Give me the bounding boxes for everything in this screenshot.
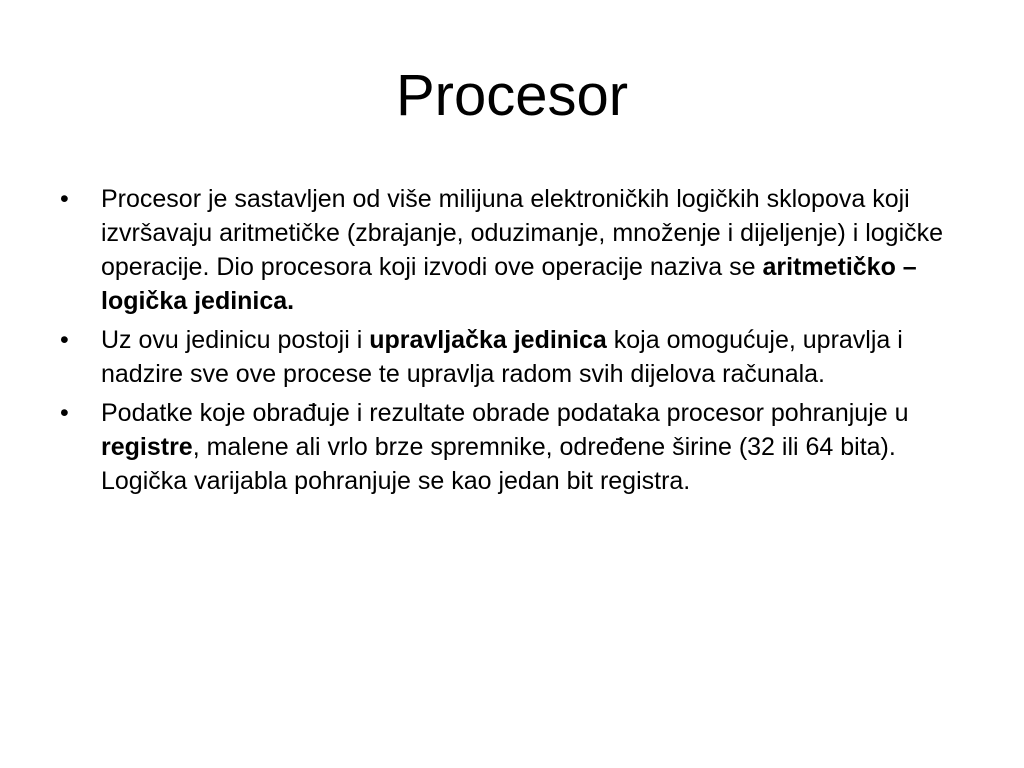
bullet-mark: • bbox=[60, 326, 69, 354]
bullet-item-arithmetic-logic-unit bbox=[56, 182, 976, 318]
bullet-item-registers bbox=[56, 396, 976, 498]
bullet-mark: • bbox=[60, 399, 69, 427]
slide-title: Procesor bbox=[395, 63, 629, 128]
bullet-text: Uz ovu jedinicu postoji i bbox=[101, 326, 370, 354]
bullet-bold-term: upravljačka jedinica bbox=[369, 326, 607, 354]
bullet-bold-term: registre bbox=[101, 433, 193, 461]
bullet-text: , malene ali vrlo brze spremnike, određene širine (32 ili 64 bita). Logička varijabla pohranjuje se kao jedan bit registra. bbox=[101, 433, 896, 495]
bullet-bold-term: aritmetičko – logička jedinica. bbox=[101, 253, 917, 315]
bullet-item-control-unit bbox=[56, 323, 976, 391]
bullet-mark: • bbox=[60, 185, 69, 213]
bullet-text: koja omogućuje, upravlja i nadzire sve ove procese te upravlja radom svih dijelova računala. bbox=[101, 326, 903, 388]
bullet-text: Procesor je sastavljen od više milijuna elektroničkih logičkih sklopova koji izvršavaju aritmetičke (zbrajanje, oduzimanje, množenje i dijeljenje) i logičke operacije. Dio procesora koji izvodi ove operacije naziva se bbox=[101, 185, 944, 281]
bullet-list bbox=[56, 182, 976, 503]
bullet-text: Podatke koje obrađuje i rezultate obrade podataka procesor pohranjuje u bbox=[101, 399, 909, 427]
